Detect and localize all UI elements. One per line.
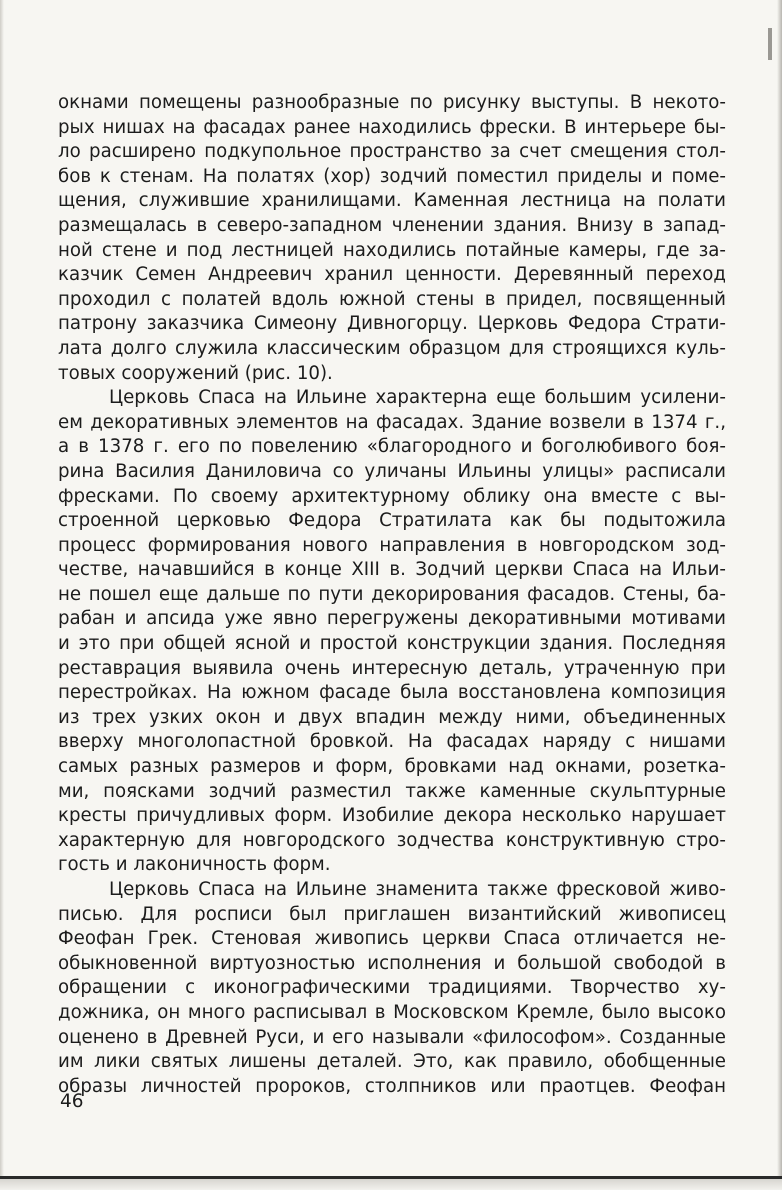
text-line: а в 1378 г. его по повелению «благородного и боголюбивого боя-	[58, 436, 726, 458]
text-line: щения, служившие хранилищами. Каменная лестница на полати	[58, 190, 726, 212]
text-line: Церковь Спаса на Ильине характерна еще большим усилени-	[109, 387, 726, 409]
text-line: рабан и апсида уже явно перегружены декоративными мотивами	[58, 608, 726, 630]
text-line: проходил с полатей вдоль южной стены в придел, посвященный	[58, 288, 726, 310]
text-line: им лики святых лишены деталей. Это, как правило, обобщенные	[58, 1051, 726, 1073]
text-line: вверху многолопастной бровкой. На фасадах наряду с нишами	[58, 731, 726, 753]
text-line: лата долго служила классическим образцом для строящихся куль-	[58, 337, 726, 359]
text-line: образы личностей пророков, столпников или праотцев. Феофан	[58, 1075, 726, 1097]
text-line: размещалась в северо-западном членении здания. Внизу в запад-	[58, 214, 726, 236]
text-line: гость и лаконичность форм.	[58, 854, 331, 876]
text-line: ем декоративных элементов на фасадах. Здание возвели в 1374 г.,	[58, 411, 726, 433]
text-line: обращении с иконографическими традициями. Творчество ху-	[58, 977, 726, 999]
text-line: товых сооружений (рис. 10).	[58, 362, 333, 384]
page-number: 46	[60, 1091, 84, 1112]
text-line: из трех узких окон и двух впадин между ними, объединенных	[58, 706, 726, 728]
text-line: казчик Семен Андреевич хранил ценности. Деревянный переход	[58, 264, 726, 286]
text-line: перестройках. На южном фасаде была восстановлена композиция	[58, 682, 726, 704]
text-line: окнами помещены разнообразные по рисунку выступы. В некото-	[58, 92, 726, 113]
page-edge-right	[777, 0, 782, 1190]
text-line: Феофан Грек. Стеновая живопись церкви Спаса отличается не-	[58, 928, 726, 950]
text-line: строенной церковью Федора Стратилата как бы подытожила	[58, 510, 726, 532]
text-line: характерную для новгородского зодчества конструктивную стро-	[58, 829, 726, 851]
text-line: рина Василия Даниловича со уличаны Ильины улицы» расписали	[58, 460, 726, 482]
text-line: не пошел еще дальше по пути декорирования фасадов. Стены, ба-	[58, 583, 726, 605]
text-line: ло расширено подкупольное пространство за счет смещения стол-	[58, 141, 726, 163]
text-line: кресты причудливых форм. Изобилие декора несколько нарушает	[58, 805, 726, 827]
text-line: обыкновенной виртуозностью исполнения и большой свободой в	[58, 952, 726, 974]
text-line: и это при общей ясной и простой конструкции здания. Последняя	[58, 633, 726, 655]
page-edge-left	[0, 0, 4, 1190]
text-line: бов к стенам. На полатях (хор) зодчий поместил приделы и поме-	[58, 165, 726, 187]
text-line: честве, начавшийся в конце XIII в. Зодчий церкви Спаса на Ильи-	[58, 559, 726, 581]
text-line: ми, поясками зодчий разместил также каменные скульптурные	[58, 780, 726, 802]
text-line: фресками. По своему архитектурному облику она вместе с вы-	[58, 485, 726, 507]
body-text	[58, 91, 726, 1099]
text-line: рых нишах на фасадах ранее находились фрески. В интерьере бы-	[58, 116, 726, 138]
text-line: Церковь Спаса на Ильине знаменита также фресковой живо-	[109, 879, 726, 900]
text-line: патрону заказчика Симеону Дивногорцу. Церковь Федора Страти-	[58, 313, 726, 335]
text-line: писью. Для росписи был приглашен византийский живописец	[58, 903, 726, 925]
scan-mark	[768, 28, 772, 60]
bottom-shade	[0, 1179, 782, 1190]
text-line: дожника, он много расписывал в Московском Кремле, было высоко	[58, 1001, 726, 1023]
text-line: оценено в Древней Руси, и его называли «философом». Созданные	[58, 1026, 726, 1048]
text-line: процесс формирования нового направления в новгородском зод-	[58, 534, 726, 556]
text-line: ной стене и под лестницей находились потайные камеры, где за-	[58, 239, 726, 261]
text-line: самых разных размеров и форм, бровками над окнами, розетка-	[58, 756, 726, 778]
text-line: реставрация выявила очень интересную деталь, утраченную при	[58, 657, 726, 679]
